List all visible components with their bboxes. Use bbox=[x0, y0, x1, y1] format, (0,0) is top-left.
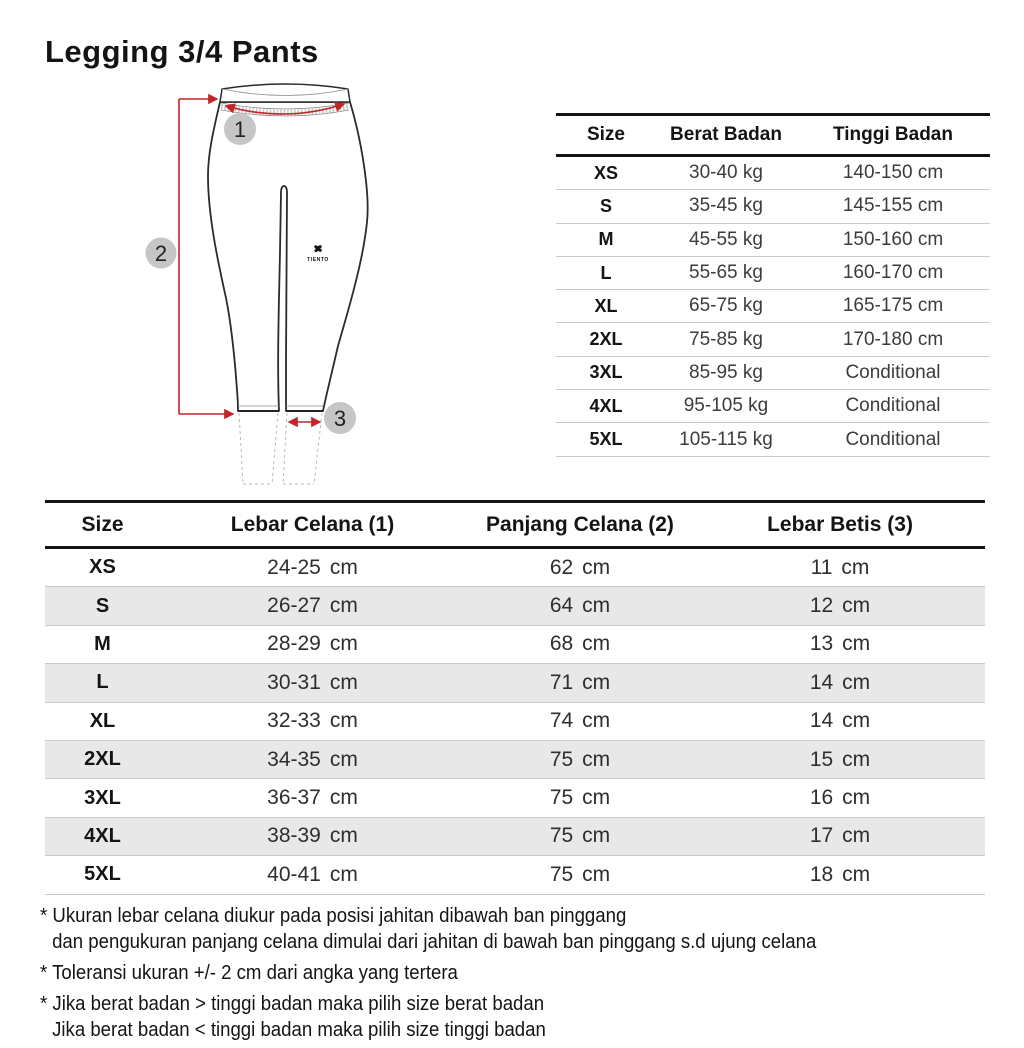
panjang-celana-cell bbox=[465, 786, 695, 810]
value-with-unit bbox=[465, 594, 695, 618]
table-row bbox=[45, 703, 985, 741]
value: 40-41 bbox=[267, 862, 321, 886]
lebar-celana-cell bbox=[160, 556, 465, 580]
unit-label: cm bbox=[582, 862, 611, 886]
table-row bbox=[45, 549, 985, 587]
value: 32-33 bbox=[267, 709, 321, 733]
value-with-unit bbox=[465, 786, 695, 810]
lebar-betis-cell bbox=[695, 594, 985, 618]
value-with-unit bbox=[160, 556, 465, 580]
size-cell: L bbox=[600, 262, 612, 283]
column-header-panjang-celana: Panjang Celana (2) bbox=[486, 512, 674, 536]
table-row bbox=[45, 664, 985, 702]
unit-label: cm bbox=[582, 747, 611, 771]
marker-2-number: 2 bbox=[154, 241, 168, 266]
size-cell: 3XL bbox=[589, 362, 623, 383]
pants-size-table bbox=[45, 500, 985, 895]
value-with-unit bbox=[695, 748, 985, 772]
value-with-unit bbox=[695, 863, 985, 887]
size-cell: 5XL bbox=[84, 863, 121, 886]
value-with-unit bbox=[465, 824, 695, 848]
unit-label: cm bbox=[329, 786, 358, 810]
size-cell: XS bbox=[89, 556, 116, 579]
value-with-unit bbox=[160, 671, 465, 695]
panjang-celana-cell bbox=[465, 556, 695, 580]
value: 75 bbox=[549, 747, 574, 771]
unit-label: cm bbox=[582, 594, 611, 618]
value-cell: 65-75 kg bbox=[689, 295, 763, 317]
lebar-betis-cell bbox=[695, 748, 985, 772]
value-with-unit bbox=[160, 786, 465, 810]
marker-2 bbox=[146, 238, 177, 269]
value-with-unit bbox=[160, 594, 465, 618]
unit-label: cm bbox=[842, 862, 871, 886]
size-cell: 5XL bbox=[589, 429, 623, 450]
table-row bbox=[45, 856, 985, 894]
footnote-line: Jika berat badan < tinggi badan maka pilih size tinggi badan bbox=[52, 1019, 546, 1041]
value-with-unit bbox=[695, 824, 985, 848]
size-cell: XS bbox=[593, 162, 618, 183]
value: 12 bbox=[809, 594, 834, 618]
table-row bbox=[45, 741, 985, 779]
value: 64 bbox=[549, 594, 574, 618]
unit-label: cm bbox=[582, 709, 611, 733]
value-with-unit bbox=[465, 556, 695, 580]
table-row bbox=[556, 224, 990, 257]
lower-leg-dashed-outline bbox=[239, 413, 322, 484]
unit-label: cm bbox=[582, 786, 611, 810]
unit-label: cm bbox=[841, 555, 870, 579]
lebar-celana-cell bbox=[160, 632, 465, 656]
size-cell: L bbox=[96, 671, 109, 694]
lebar-celana-cell bbox=[160, 594, 465, 618]
table-row bbox=[45, 779, 985, 817]
value-cell: Conditional bbox=[845, 428, 941, 450]
value: 15 bbox=[809, 747, 834, 771]
unit-label: cm bbox=[329, 594, 358, 618]
value-with-unit bbox=[695, 594, 985, 618]
table-row bbox=[556, 357, 990, 390]
unit-label: cm bbox=[329, 670, 358, 694]
table-row bbox=[556, 257, 990, 290]
value-cell: Conditional bbox=[845, 361, 941, 383]
unit-label: cm bbox=[582, 824, 611, 848]
unit-label: cm bbox=[329, 747, 358, 771]
unit-label: cm bbox=[329, 555, 358, 579]
value-with-unit bbox=[465, 632, 695, 656]
size-cell: 4XL bbox=[589, 395, 623, 416]
panjang-celana-cell bbox=[465, 632, 695, 656]
value: 34-35 bbox=[267, 747, 321, 771]
unit-label: cm bbox=[842, 594, 871, 618]
size-cell: XL bbox=[89, 709, 116, 732]
size-cell: 3XL bbox=[84, 786, 121, 809]
unit-label: cm bbox=[842, 670, 871, 694]
value-cell: 75-85 kg bbox=[689, 328, 763, 350]
size-cell: S bbox=[95, 594, 110, 617]
value-cell: 95-105 kg bbox=[683, 395, 769, 417]
pants-size-table-header bbox=[45, 500, 985, 549]
leggings-outline bbox=[208, 102, 368, 411]
unit-label: cm bbox=[842, 786, 871, 810]
value: 36-37 bbox=[267, 786, 321, 810]
footnote bbox=[40, 960, 875, 986]
panjang-celana-cell bbox=[465, 594, 695, 618]
value: 28-29 bbox=[267, 632, 321, 656]
value: 75 bbox=[549, 824, 574, 848]
brand-logo-text: TIENTO bbox=[307, 257, 329, 263]
table-row bbox=[556, 190, 990, 223]
unit-label: cm bbox=[842, 747, 871, 771]
footnote bbox=[40, 903, 875, 955]
value: 26-27 bbox=[267, 594, 321, 618]
size-cell: 4XL bbox=[84, 824, 121, 847]
value-with-unit bbox=[160, 632, 465, 656]
lebar-betis-cell bbox=[695, 824, 985, 848]
table-row bbox=[556, 157, 990, 190]
value-with-unit bbox=[695, 671, 985, 695]
size-cell: M bbox=[598, 229, 614, 250]
column-header-size: Size bbox=[586, 124, 626, 145]
panjang-celana-cell bbox=[465, 863, 695, 887]
column-header-tinggi-badan: Tinggi Badan bbox=[833, 124, 953, 145]
marker-3-number: 3 bbox=[333, 406, 347, 431]
lebar-betis-cell bbox=[695, 863, 985, 887]
value-cell: 105-115 kg bbox=[679, 428, 773, 450]
value-cell: 30-40 kg bbox=[689, 162, 763, 184]
value-with-unit bbox=[160, 824, 465, 848]
value-cell: 140-150 cm bbox=[842, 162, 944, 184]
value: 17 bbox=[809, 824, 834, 848]
footnote-line: * Toleransi ukuran +/- 2 cm dari angka yang tertera bbox=[40, 962, 458, 984]
value-cell: 55-65 kg bbox=[689, 262, 763, 284]
value: 14 bbox=[809, 709, 834, 733]
lebar-betis-cell bbox=[695, 671, 985, 695]
panjang-celana-cell bbox=[465, 709, 695, 733]
marker-1 bbox=[224, 113, 256, 145]
table-row bbox=[45, 626, 985, 664]
table-row bbox=[556, 390, 990, 423]
value: 68 bbox=[549, 632, 574, 656]
value-with-unit bbox=[465, 709, 695, 733]
footnote-line: * Ukuran lebar celana diukur pada posisi jahitan dibawah ban pinggang bbox=[40, 905, 627, 927]
panjang-celana-cell bbox=[465, 671, 695, 695]
unit-label: cm bbox=[329, 709, 358, 733]
value-cell: 150-160 cm bbox=[842, 228, 944, 250]
marker-1-number: 1 bbox=[233, 117, 247, 142]
value-with-unit bbox=[160, 863, 465, 887]
leggings-diagram bbox=[140, 80, 420, 500]
column-header-berat-badan: Berat Badan bbox=[670, 124, 782, 145]
waistband bbox=[220, 84, 350, 102]
unit-label: cm bbox=[582, 632, 611, 656]
lebar-celana-cell bbox=[160, 786, 465, 810]
value: 24-25 bbox=[267, 555, 321, 579]
table-row bbox=[45, 818, 985, 856]
value: 75 bbox=[549, 862, 574, 886]
size-cell: M bbox=[94, 632, 111, 655]
value: 38-39 bbox=[267, 824, 321, 848]
value-cell: 35-45 kg bbox=[689, 195, 763, 217]
unit-label: cm bbox=[842, 632, 871, 656]
unit-label: cm bbox=[842, 824, 871, 848]
footnote-line: * Jika berat badan > tinggi badan maka pilih size berat badan bbox=[40, 993, 545, 1015]
pants-size-table-rows bbox=[45, 549, 985, 895]
value-with-unit bbox=[695, 632, 985, 656]
table-row bbox=[556, 323, 990, 356]
lebar-betis-cell bbox=[695, 786, 985, 810]
value: 18 bbox=[809, 862, 834, 886]
column-header-lebar-betis: Lebar Betis (3) bbox=[767, 512, 913, 536]
value: 13 bbox=[809, 632, 834, 656]
footnotes bbox=[40, 903, 875, 1048]
value: 74 bbox=[549, 709, 574, 733]
size-cell: S bbox=[599, 195, 612, 216]
lebar-betis-cell bbox=[695, 632, 985, 656]
value-with-unit bbox=[465, 748, 695, 772]
panjang-celana-cell bbox=[465, 748, 695, 772]
value: 11 bbox=[810, 555, 833, 579]
value-cell: Conditional bbox=[845, 395, 941, 417]
table-row bbox=[556, 423, 990, 456]
lebar-celana-cell bbox=[160, 748, 465, 772]
value-cell: 170-180 cm bbox=[842, 328, 944, 350]
body-size-table-header bbox=[556, 113, 990, 157]
value: 16 bbox=[809, 786, 834, 810]
body-size-table bbox=[556, 113, 990, 457]
value-with-unit bbox=[695, 786, 985, 810]
lebar-celana-cell bbox=[160, 671, 465, 695]
value-with-unit bbox=[695, 709, 985, 733]
lebar-celana-cell bbox=[160, 863, 465, 887]
marker-3 bbox=[324, 402, 356, 434]
column-header-size: Size bbox=[81, 512, 124, 536]
lebar-betis-cell bbox=[695, 709, 985, 733]
unit-label: cm bbox=[329, 862, 358, 886]
value-cell: 145-155 cm bbox=[842, 195, 944, 217]
panjang-celana-cell bbox=[465, 824, 695, 848]
value-with-unit bbox=[465, 863, 695, 887]
unit-label: cm bbox=[329, 632, 358, 656]
size-cell: 2XL bbox=[84, 748, 121, 771]
unit-label: cm bbox=[329, 824, 358, 848]
lebar-celana-cell bbox=[160, 709, 465, 733]
lebar-celana-cell bbox=[160, 824, 465, 848]
value: 71 bbox=[549, 670, 574, 694]
unit-label: cm bbox=[842, 709, 871, 733]
value-with-unit bbox=[695, 556, 985, 580]
value-with-unit bbox=[160, 748, 465, 772]
table-row bbox=[556, 290, 990, 323]
value: 30-31 bbox=[267, 670, 321, 694]
page-title: Legging 3/4 Pants bbox=[45, 34, 319, 69]
value-cell: 165-175 cm bbox=[842, 295, 944, 317]
value: 75 bbox=[549, 786, 574, 810]
unit-label: cm bbox=[582, 670, 611, 694]
footnote-line: dan pengukuran panjang celana dimulai dari jahitan di bawah ban pinggang s.d ujung celana bbox=[52, 931, 817, 953]
size-cell: XL bbox=[594, 295, 618, 316]
body-size-table-rows bbox=[556, 157, 990, 457]
lebar-betis-cell bbox=[695, 556, 985, 580]
value: 62 bbox=[549, 555, 574, 579]
value: 14 bbox=[809, 670, 834, 694]
size-cell: 2XL bbox=[589, 329, 623, 350]
value-with-unit bbox=[465, 671, 695, 695]
value-cell: 85-95 kg bbox=[689, 361, 763, 383]
unit-label: cm bbox=[582, 555, 611, 579]
value-cell: 45-55 kg bbox=[689, 228, 763, 250]
footnote bbox=[40, 991, 875, 1043]
value-with-unit bbox=[160, 709, 465, 733]
value-cell: 160-170 cm bbox=[842, 262, 944, 284]
column-header-lebar-celana: Lebar Celana (1) bbox=[230, 512, 395, 536]
table-row bbox=[45, 587, 985, 625]
